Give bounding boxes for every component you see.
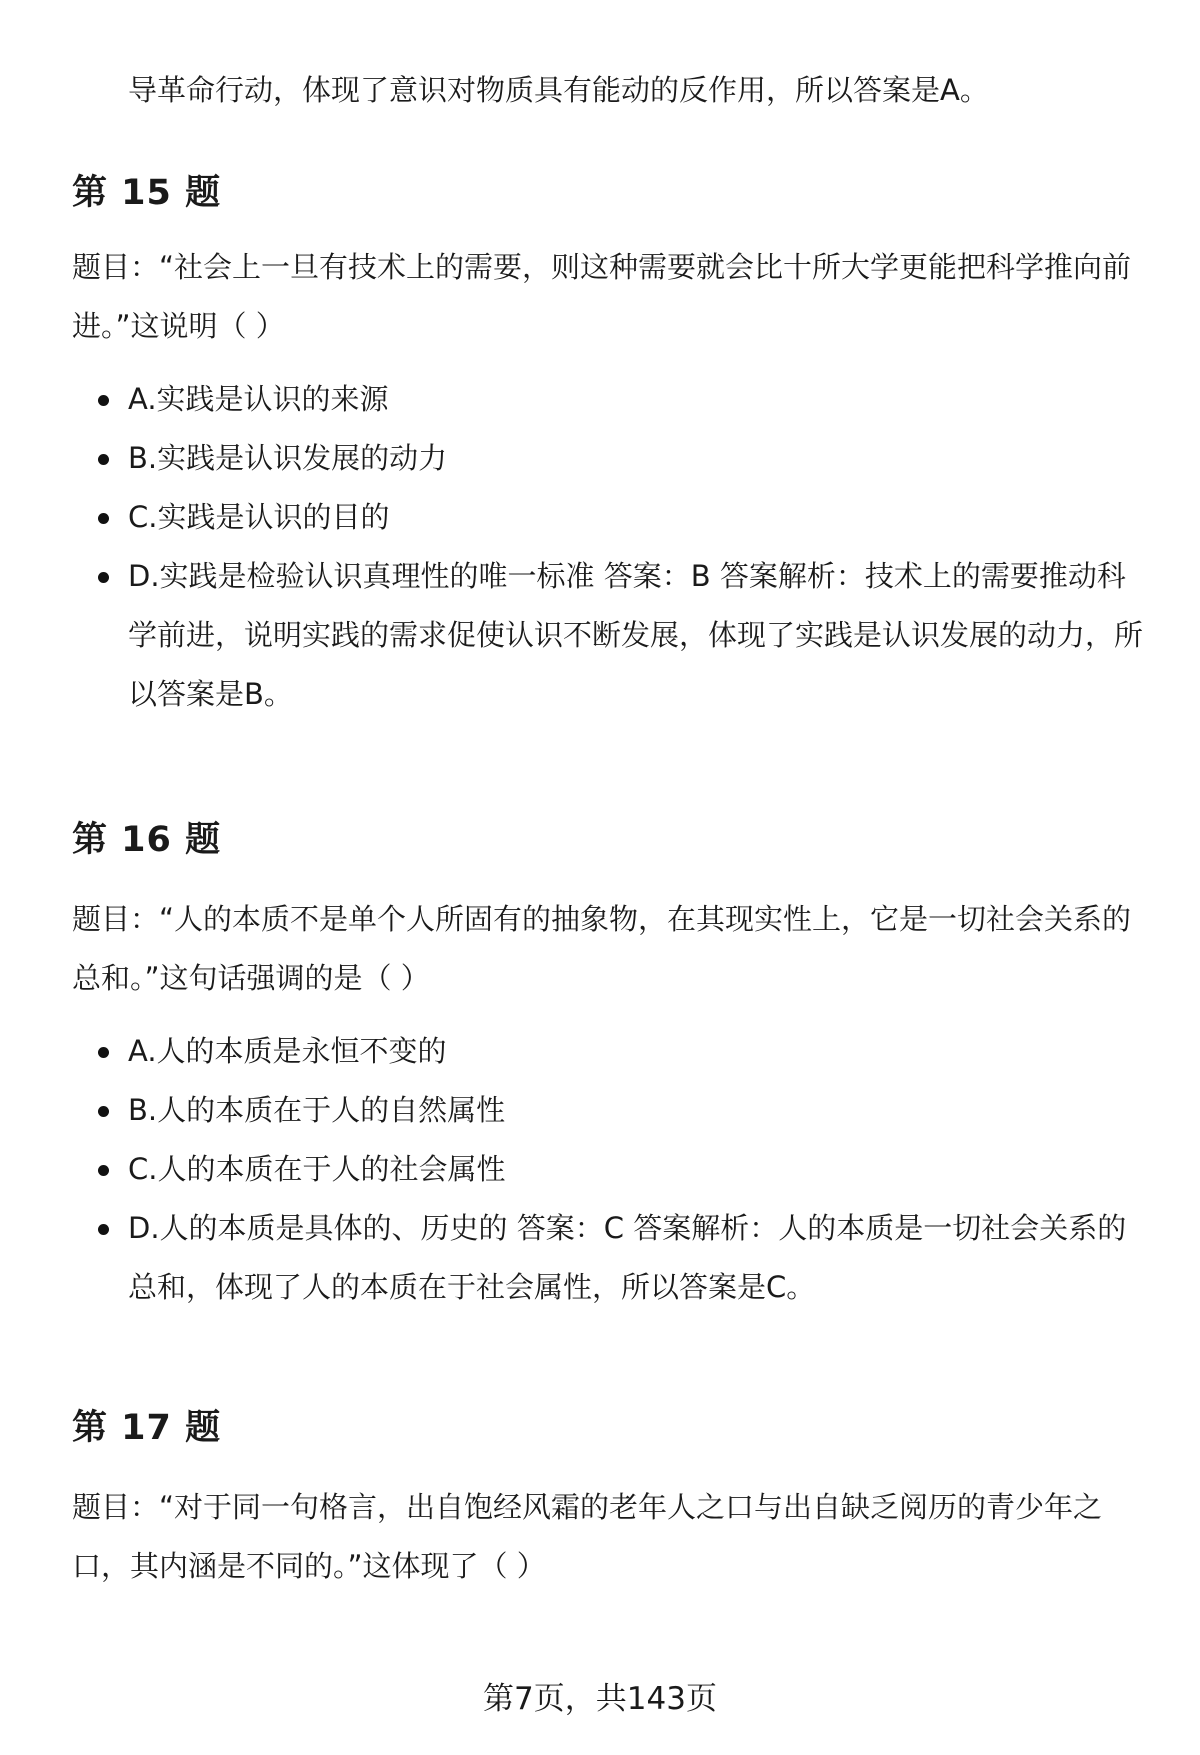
option-text: A.人的本质是永恒不变的 bbox=[128, 1034, 447, 1068]
page-number: 第7页，共143页 bbox=[483, 1681, 717, 1717]
option-text: C.实践是认识的目的 bbox=[128, 500, 390, 534]
bullet-icon bbox=[98, 1106, 109, 1117]
option-item bbox=[72, 1140, 1152, 1199]
option-text: A.实践是认识的来源 bbox=[128, 382, 389, 416]
option-item bbox=[72, 1199, 1152, 1317]
option-list bbox=[72, 370, 1152, 724]
question-heading: 第 17 题 bbox=[72, 1408, 222, 1448]
option-text: B.人的本质在于人的自然属性 bbox=[128, 1093, 506, 1127]
continuation-text: 导革命行动，体现了意识对物质具有能动的反作用，所以答案是A。 bbox=[128, 73, 989, 107]
option-list bbox=[72, 1022, 1152, 1317]
bullet-icon bbox=[98, 1224, 109, 1235]
question-stem: 题目：“人的本质不是单个人所固有的抽象物，在其现实性上，它是一切社会关系的总和。”这句话强调的是（ ） bbox=[72, 902, 1132, 995]
option-text: D.实践是检验认识真理性的唯一标准 答案：B 答案解析：技术上的需要推动科学前进，说明实践的需求促使认识不断发展，体现了实践是认识发展的动力，所以答案是B。 bbox=[128, 559, 1144, 711]
option-item bbox=[72, 1081, 1152, 1140]
option-item bbox=[72, 1022, 1152, 1081]
bullet-icon bbox=[98, 572, 109, 583]
bullet-icon bbox=[98, 1165, 109, 1176]
bullet-icon bbox=[98, 395, 109, 406]
option-item bbox=[72, 547, 1152, 724]
option-item bbox=[72, 429, 1152, 488]
question-stem: 题目：“对于同一句格言，出自饱经风霜的老年人之口与出自缺乏阅历的青少年之口，其内涵是不同的。”这体现了（ ） bbox=[72, 1490, 1103, 1583]
question-heading: 第 16 题 bbox=[72, 820, 222, 860]
bullet-icon bbox=[98, 513, 109, 524]
question-stem: 题目：“社会上一旦有技术上的需要，则这种需要就会比十所大学更能把科学推向前进。”这说明（ ） bbox=[72, 250, 1132, 343]
option-text: B.实践是认识发展的动力 bbox=[128, 441, 448, 475]
option-text: C.人的本质在于人的社会属性 bbox=[128, 1152, 506, 1186]
question-heading: 第 15 题 bbox=[72, 173, 222, 213]
bullet-icon bbox=[98, 454, 109, 465]
option-text: D.人的本质是具体的、历史的 答案：C 答案解析：人的本质是一切社会关系的总和，体现了人的本质在于社会属性，所以答案是C。 bbox=[128, 1211, 1127, 1304]
option-item bbox=[72, 488, 1152, 547]
bullet-icon bbox=[98, 1047, 109, 1058]
option-item bbox=[72, 370, 1152, 429]
